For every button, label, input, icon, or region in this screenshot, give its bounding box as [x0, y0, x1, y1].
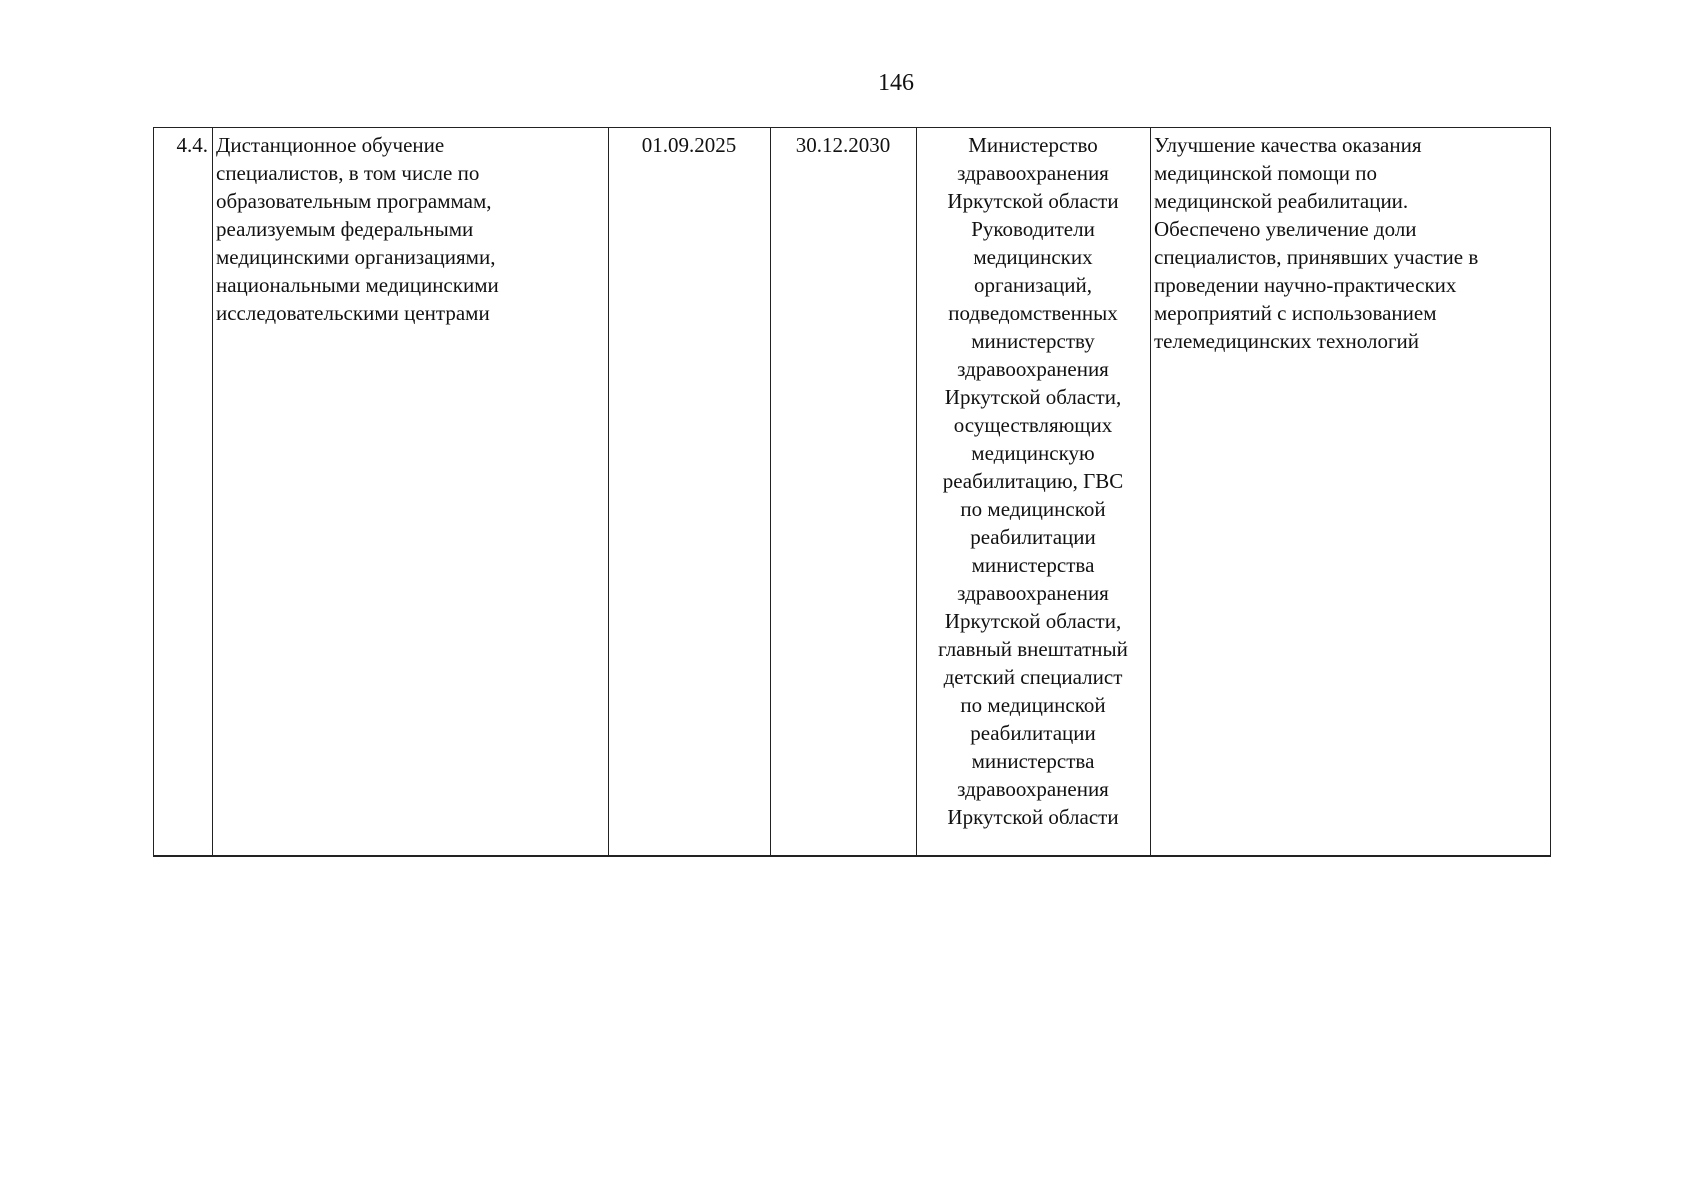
responsible-executors: Министерство здравоохранения Иркутской области Руководители медицинских организаций, подведомственных министерству здравоохранения Иркутской области, осуществляющих медицинскую реабилитацию, ГВС по медицинской реабилитации министерства здравоохранения Иркутской области, главный внештатный детский специалист по медицинской реабилитации министерства здравоохранения Иркутской области: [938, 133, 1128, 829]
page-number: 146: [878, 70, 914, 96]
activity-name: Дистанционное обучение специалистов, в том числе по образовательным программам, реализуемым федеральными медицинскими организациями, национальными медицинскими исследовательскими центрами: [216, 133, 499, 325]
expected-result: Улучшение качества оказания медицинской помощи по медицинской реабилитации. Обеспечено увеличение доли специалистов, принявших участие в проведении научно-практических мероприятий с использованием телемедицинских технологий: [1154, 133, 1479, 353]
row-number: 4.4.: [176, 133, 208, 157]
start-date: 01.09.2025: [641, 133, 737, 157]
table-row: [153, 127, 1551, 857]
end-date: 30.12.2030: [795, 133, 891, 157]
